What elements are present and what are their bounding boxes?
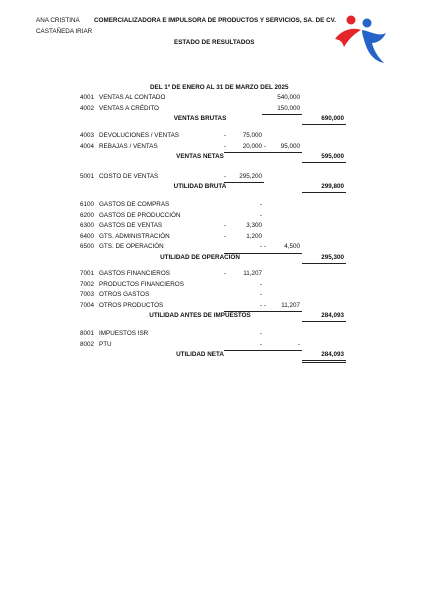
minus-sign: - <box>264 302 267 309</box>
account-name: VENTAS A CRÉDITO <box>99 105 159 112</box>
detail-amount: 295,200 <box>239 173 262 180</box>
total-underline <box>302 124 346 125</box>
account-code: 4002 <box>80 105 95 112</box>
account-code: 7002 <box>80 281 95 288</box>
total-amount: 295,300 <box>321 254 344 261</box>
account-code: 8002 <box>80 341 95 348</box>
account-code: 6400 <box>80 233 95 240</box>
account-name: PTU <box>99 341 112 348</box>
subtotal-label: UTILIDAD BRUTA <box>173 183 227 190</box>
author-name-line2: CASTAÑEDA IRIAR <box>36 28 93 35</box>
underline <box>224 311 302 312</box>
account-name: OTROS GASTOS <box>99 291 150 298</box>
account-code: 7001 <box>80 270 95 277</box>
author-name-line1: ANA CRISTINA <box>36 17 80 24</box>
detail-amount: 75,000 <box>242 132 262 139</box>
subtotal-label: UTILIDAD DE OPERACIÓN <box>160 254 240 261</box>
subtotal-amount: 11,207 <box>281 302 300 309</box>
detail-amount: - <box>259 341 262 348</box>
total-underline <box>302 162 346 163</box>
account-name: PRODUCTOS FINANCIEROS <box>99 281 184 288</box>
account-name: DEVOLUCIONES / VENTAS <box>99 132 180 139</box>
detail-amount: 1,200 <box>246 233 262 240</box>
total-amount: 284,093 <box>321 312 344 319</box>
minus-sign: - <box>224 270 227 277</box>
subtotal-amount: 540,000 <box>277 94 300 101</box>
minus-sign: - <box>224 173 227 180</box>
minus-sign: - <box>224 132 227 139</box>
account-code: 4001 <box>80 94 95 101</box>
detail-amount: - <box>259 281 262 288</box>
subtotal-label: UTILIDAD NETA <box>176 351 224 358</box>
account-code: 5001 <box>80 173 95 180</box>
account-code: 6300 <box>80 222 95 229</box>
total-amount: 595,000 <box>321 153 344 160</box>
account-name: GTS. DE OPERACIÓN <box>99 243 164 250</box>
account-name: REBAJAS / VENTAS <box>99 143 158 150</box>
total-amount: 690,000 <box>321 115 344 122</box>
detail-amount: - <box>259 212 262 219</box>
subtotal-label: UTILIDAD ANTES DE IMPUESTOS <box>149 312 251 319</box>
report-title: ESTADO DE RESULTADOS <box>174 39 255 46</box>
total-underline <box>302 321 346 322</box>
subtotal-label: VENTAS BRUTAS <box>173 115 227 122</box>
minus-sign: - <box>224 143 227 150</box>
account-name: GTS. ADMINISTRACIÓN <box>99 233 170 240</box>
minus-sign: - <box>264 243 267 250</box>
account-code: 7003 <box>80 291 95 298</box>
account-name: GASTOS FINANCIEROS <box>99 270 170 277</box>
subtotal-amount: 150,000 <box>277 105 300 112</box>
minus-sign: - <box>224 222 227 229</box>
detail-amount: - <box>259 330 262 337</box>
minus-sign: - <box>264 143 267 150</box>
subtotal-amount: 4,500 <box>284 243 300 250</box>
period-label: DEL 1º DE ENERO AL 31 DE MARZO DEL 2025 <box>150 84 289 91</box>
underline <box>224 350 302 351</box>
account-code: 4004 <box>80 143 95 150</box>
detail-amount: - <box>259 302 262 309</box>
minus-sign: - <box>224 233 227 240</box>
account-name: GASTOS DE PRODUCCIÓN <box>99 212 181 219</box>
account-code: 6100 <box>80 201 95 208</box>
account-name: COSTO DE VENTAS <box>99 173 159 180</box>
total-amount: 284,093 <box>321 351 344 358</box>
subtotal-amount: - <box>297 341 300 348</box>
detail-amount: - <box>259 291 262 298</box>
subtotal-amount: 95,000 <box>280 143 300 150</box>
account-name: IMPUESTOS ISR <box>99 330 149 337</box>
account-code: 8001 <box>80 330 95 337</box>
detail-amount: - <box>259 243 262 250</box>
underline <box>262 114 302 115</box>
account-name: OTROS PRODUCTOS <box>99 302 164 309</box>
account-name: VENTAS AL CONTADO <box>99 94 166 101</box>
company-logo <box>332 13 390 65</box>
net-income-double-underline <box>302 362 346 363</box>
net-income-double-underline <box>302 360 346 361</box>
account-code: 4003 <box>80 132 95 139</box>
account-code: 7004 <box>80 302 95 309</box>
detail-amount: 20,000 <box>242 143 262 150</box>
detail-amount: 11,207 <box>243 270 262 277</box>
account-code: 6500 <box>80 243 95 250</box>
company-name: COMERCIALIZADORA E IMPULSORA DE PRODUCTOS Y SERVICIOS, SA. DE CV. <box>94 17 336 24</box>
account-name: GASTOS DE VENTAS <box>99 222 163 229</box>
account-name: GASTOS DE COMPRAS <box>99 201 170 208</box>
detail-amount: 3,300 <box>246 222 262 229</box>
account-code: 6200 <box>80 212 95 219</box>
total-amount: 299,800 <box>321 183 344 190</box>
underline <box>224 182 264 183</box>
total-underline <box>302 263 346 264</box>
total-underline <box>302 192 346 193</box>
subtotal-label: VENTAS NETAS <box>176 153 224 160</box>
underline <box>224 253 302 254</box>
detail-amount: - <box>259 201 262 208</box>
underline <box>224 152 302 153</box>
